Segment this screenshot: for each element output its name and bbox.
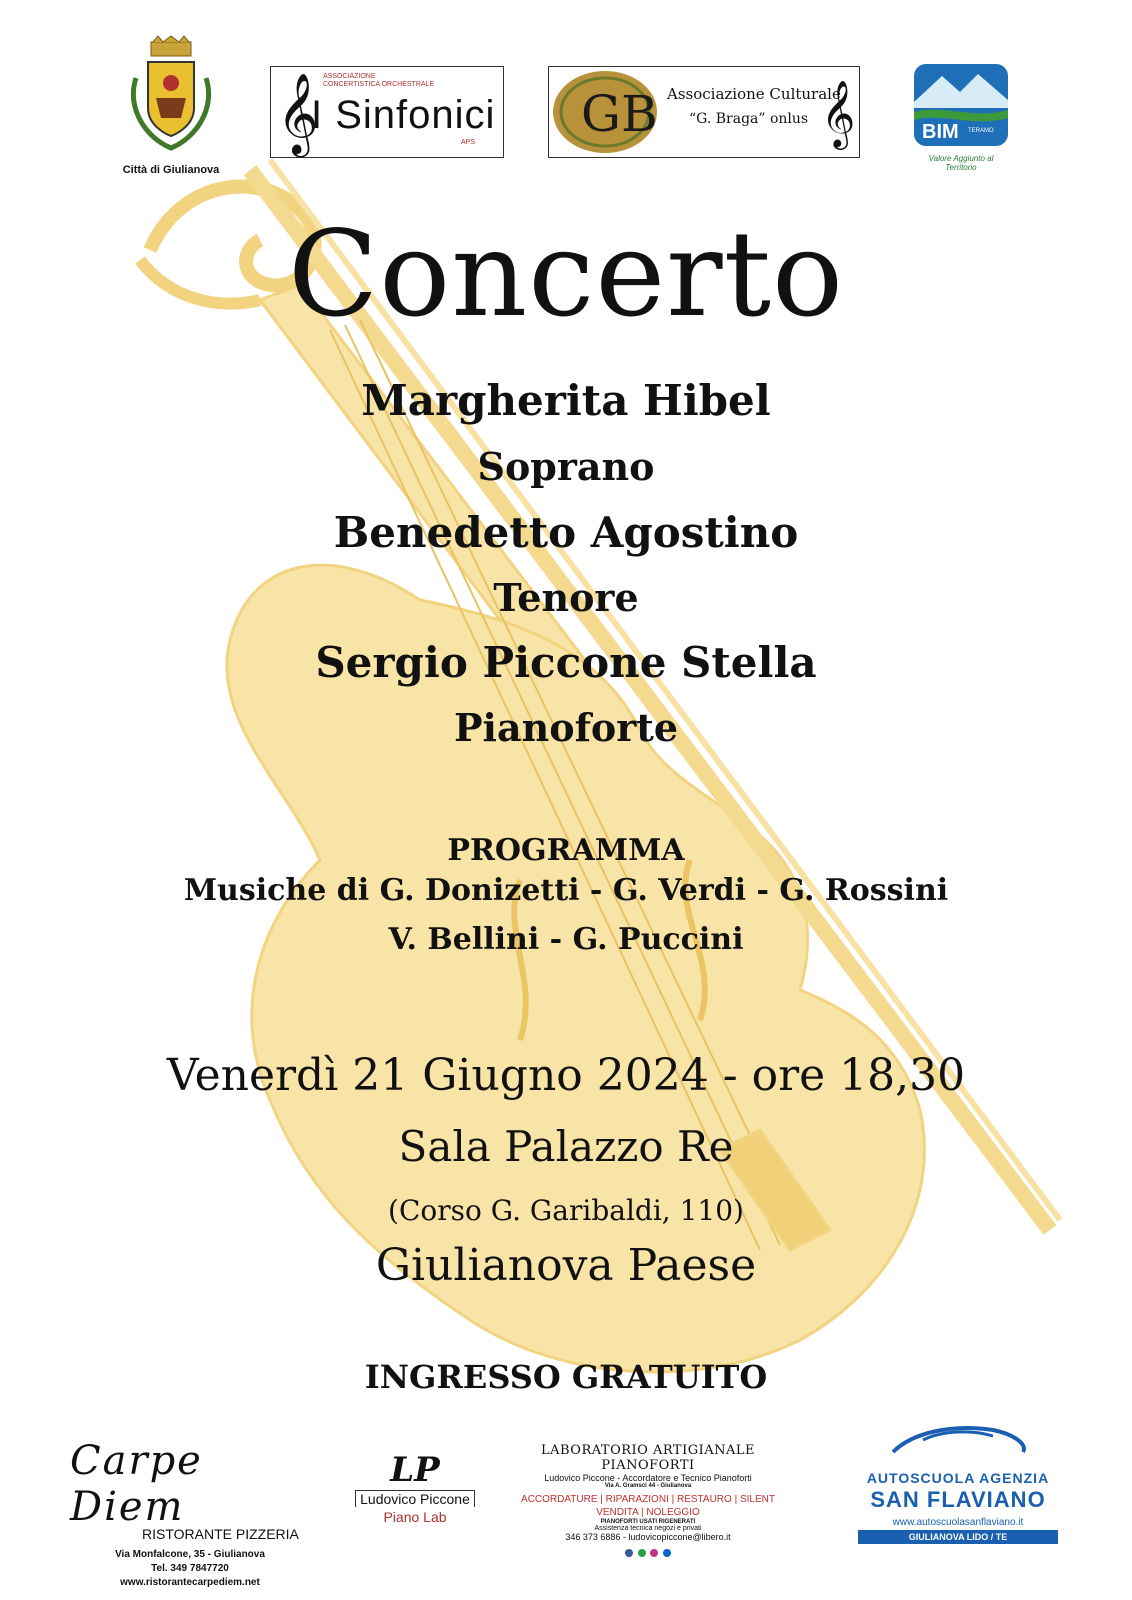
lab-sub1: Ludovico Piccone - Accordatore e Tecnico Pianoforti	[544, 1473, 752, 1483]
performer-role-1: Soprano	[477, 444, 655, 489]
event-address: (Corso G. Garibaldi, 110)	[388, 1194, 744, 1227]
lab-used: PIANOFORTI USATI RIGENERATI	[600, 1519, 696, 1525]
sponsor-piano-lab	[340, 1450, 490, 1525]
lab-services: ACCORDATURE | RIPARAZIONI | RESTAURO | SILENT VENDITA | NOLEGGIO	[521, 1494, 775, 1518]
car-icon	[883, 1422, 1033, 1462]
instagram-icon	[650, 1549, 658, 1557]
lp-sub: Piano Lab	[383, 1509, 447, 1525]
sinfonici-assoc: ASSOCIAZIONE CONCERTISTICA ORCHESTRALE	[323, 73, 435, 88]
auto-url: www.autoscuolasanflaviano.it	[892, 1517, 1024, 1528]
performer-name-1: Margherita Hibel	[361, 376, 771, 425]
bim-emblem-icon	[912, 62, 1010, 148]
treble-clef-icon	[821, 73, 856, 149]
performer-role-2: Tenore	[493, 575, 639, 620]
braga-line1: Associazione Culturale	[667, 85, 841, 103]
bim-tagline: Valore Aggiunto al Territorio	[928, 154, 994, 172]
auto-line2: SAN FLAVIANO	[870, 1487, 1046, 1512]
sponsor-carpe-diem	[70, 1438, 310, 1590]
program-line-1: Musiche di G. Donizetti - G. Verdi - G. Rossini	[183, 873, 949, 908]
performer-role-3: Pianoforte	[453, 705, 679, 750]
performer-name-3: Sergio Piccone Stella	[315, 638, 817, 687]
svg-text:GB: GB	[581, 85, 658, 143]
svg-text:𝄞: 𝄞	[277, 72, 319, 154]
facebook-icon	[625, 1549, 633, 1557]
gb-emblem-icon	[551, 69, 659, 155]
carpe-info: Via Monfalcone, 35 - Giulianova Tel. 349 7847720 www.ristorantecarpediem.net	[115, 1549, 265, 1588]
event-venue: Sala Palazzo Re	[398, 1122, 734, 1171]
event-city: Giulianova Paese	[375, 1240, 757, 1291]
lp-name: Ludovico Piccone	[355, 1490, 475, 1507]
city-caption: Città di Giulianova	[122, 164, 220, 176]
city-crest-icon	[126, 38, 216, 158]
svg-text:TERAMO: TERAMO	[968, 128, 994, 134]
lab-assist: Assistenza tecnica negozi e privati	[594, 1525, 702, 1532]
event-date: Venerdì 21 Giugno 2024 - ore 18,30	[166, 1050, 966, 1101]
page-title: Concerto	[287, 205, 845, 343]
carpe-sub: RISTORANTE PIZZERIA	[142, 1526, 299, 1542]
svg-text:𝄞: 𝄞	[821, 79, 856, 147]
lab-contact: 346 373 6886 - ludovicopiccone@libero.it	[565, 1532, 731, 1542]
program-line-2: V. Bellini - G. Puccini	[388, 922, 744, 957]
svg-text:BIM: BIM	[922, 121, 959, 143]
auto-line1: AUTOSCUOLA AGENZIA	[866, 1470, 1050, 1486]
sponsor-autoscuola	[858, 1422, 1058, 1544]
treble-clef-icon	[275, 71, 319, 155]
braga-line2: “G. Braga” onlus	[689, 111, 809, 127]
whatsapp-icon	[638, 1549, 646, 1557]
braga-logo	[548, 66, 860, 158]
sinfonici-name: I Sinfonici	[311, 93, 496, 137]
entry-note: INGRESSO GRATUITO	[364, 1358, 768, 1396]
lab-sub2: Via A. Gramsci 44 - Giulianova	[604, 1483, 692, 1489]
performer-name-2: Benedetto Agostino	[333, 508, 799, 557]
lab-heading: LABORATORIO ARTIGIANALE PIANOFORTI	[540, 1443, 756, 1473]
carpe-script: Carpe Diem	[70, 1438, 203, 1530]
social-icons	[498, 1544, 798, 1562]
bim-logo	[912, 62, 1010, 172]
auto-bar: GIULIANOVA LIDO / TE	[858, 1530, 1058, 1544]
linkedin-icon	[663, 1549, 671, 1557]
city-logo	[118, 38, 224, 198]
sinfonici-aps: APS	[461, 139, 476, 146]
lp-mark: LP	[390, 1450, 440, 1490]
program-heading: PROGRAMMA	[447, 833, 685, 868]
sinfonici-logo	[270, 66, 504, 158]
sponsor-laboratorio	[498, 1443, 798, 1562]
